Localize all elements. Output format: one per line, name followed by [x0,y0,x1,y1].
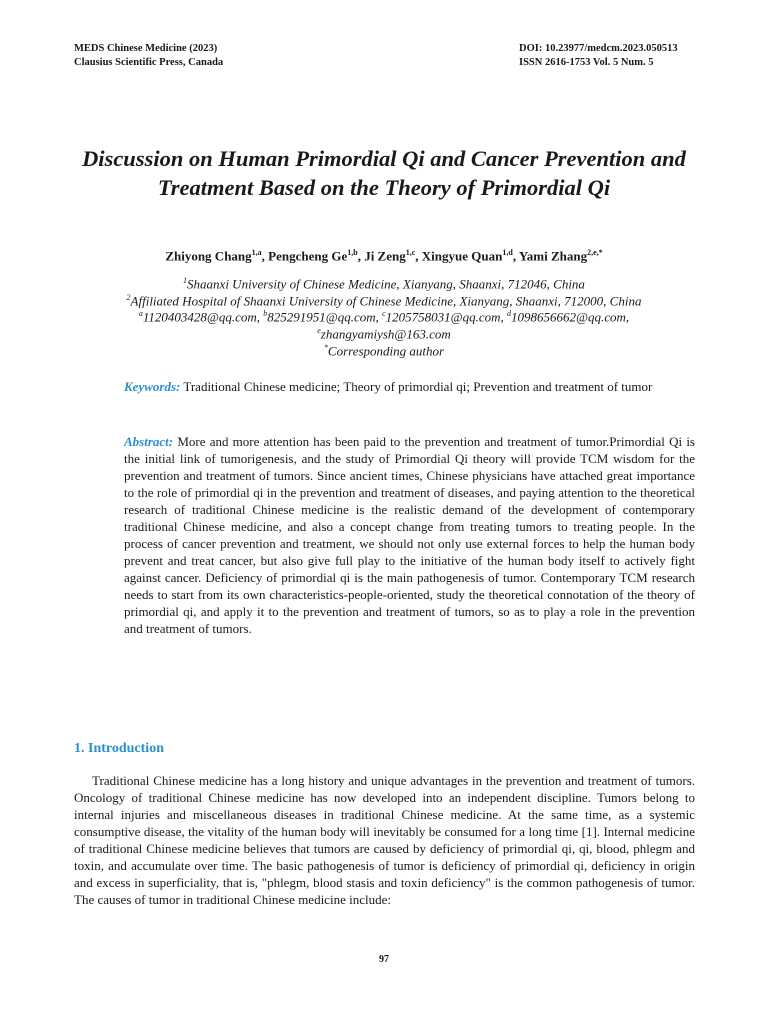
author-affiliation-marker: 1,c [405,248,416,257]
introduction-paragraph: Traditional Chinese medicine has a long history and unique advantages in the prevention and treatment of tumors. Oncology of traditional Chinese medicine has now developed into an independent discipline. Tumors belong to internal injuries and miscellaneous diseases in traditional Chinese medicine. At the same time, as a systemic consumptive disease, the vitality of the human body will inevitably be consumed for a long time [1]. Internal medicine of traditional Chinese medicine believes that tumors are caused by deficiency of primordial qi, qi, blood, phlegm and toxin, and accumulate over time. The basic pathogenesis of tumor is deficiency of primordial qi, deficiency in origin and excess in superficiality, that is, "phlegm, blood stasis and toxin deficiency" is the common pathogenesis of tumor. The causes of tumor in traditional Chinese medicine include: [74,773,695,907]
affiliation-text: Affiliated Hospital of Shaanxi University of Chinese Medicine, Xianyang, Shaanxi, 712000, China [130,293,642,309]
author-list [60,248,708,264]
affiliation-marker: 2 [126,293,131,302]
email-d: 1098656662@qq.com, [511,309,630,325]
abstract-label: Abstract: [124,434,174,449]
running-header-left [74,42,223,70]
paper-title: Discussion on Human Primordial Qi and Cancer Prevention and Treatment Based on the Theory of Primordial Qi [82,146,686,200]
author-affiliation-marker: 1,b [347,248,358,257]
email-a: 1120403428@qq.com, [142,309,264,325]
email-marker: b [263,309,268,318]
author-name: Xingyue Quan [421,248,503,264]
author-name: Ji Zeng [364,248,406,264]
author-affiliation-marker: 1,d [502,248,513,257]
email-marker: c [382,309,386,318]
author-separator: , [415,248,422,264]
author-affiliation-marker: 2,e,* [587,248,603,257]
doi: DOI: 10.23977/medcm.2023.050513 [519,43,678,54]
corresponding-author-note [40,339,728,359]
affiliation-marker: 1 [183,276,188,285]
abstract-block [124,433,695,637]
keywords-text: Traditional Chinese medicine; Theory of primordial qi; Prevention and treatment of tumor [180,379,653,394]
journal-name: MEDS Chinese Medicine (2023) [74,43,218,54]
email-marker: e [317,326,321,335]
author-name: Yami Zhang [518,248,588,264]
author-name: Pengcheng Ge [268,248,348,264]
keywords-block [124,378,695,395]
author-separator: , [357,248,365,264]
issn-volume: ISSN 2616-1753 Vol. 5 Num. 5 [519,57,654,68]
page-number: 97 [379,954,389,965]
email-marker: a [138,309,143,318]
email-marker: d [507,309,512,318]
email-c: 1205758031@qq.com, [385,309,508,325]
email-e: zhangyamiysh@163.com [320,326,451,342]
author-separator: , [261,248,269,264]
corresponding-marker: * [323,343,328,352]
email-b: 825291951@qq.com, [267,309,383,325]
author-affiliation-marker: 1,a [251,248,262,257]
affiliation-text: Shaanxi University of Chinese Medicine, Xianyang, Shaanxi, 712046, China [187,276,585,292]
keywords-label: Keywords: [124,379,181,394]
publisher-name: Clausius Scientific Press, Canada [74,57,224,68]
abstract-text: More and more attention has been paid to the prevention and treatment of tumor.Primordial Qi is the initial link of tumorigenesis, and the study of Primordial Qi theory will provide TCM wisdom for the prevention and treatment of tumors. Since ancient times, Chinese physicians have attached great importance to the role of primordial qi in the prevention and treatment of diseases, and paying attention to the theoretical research of traditional Chinese medicine is the realistic demand of the development of contemporary traditional Chinese medicine, and also a concept change from treating tumors to treating people. In the process of cancer prevention and treatment, we should not only use external forces to help the human body prevent and treat cancer, but also give full play to the initiative of the human body itself to actively fight against cancer. Deficiency of primordial qi is the main pathogenesis of tumor. Contemporary TCM research needs to start from its own characteristics-people-oriented, study the theoretical connotation of the theory of primordial qi, and apply it to the prevention and treatment of tumors, so as to play a role in the prevention and treatment of tumors. [124,434,695,636]
author-name: Zhiyong Chang [165,248,252,264]
running-header-right [519,42,678,70]
corresponding-text: Corresponding author [327,343,445,359]
section-heading-introduction: 1. Introduction [74,741,164,756]
author-separator: , [512,248,519,264]
